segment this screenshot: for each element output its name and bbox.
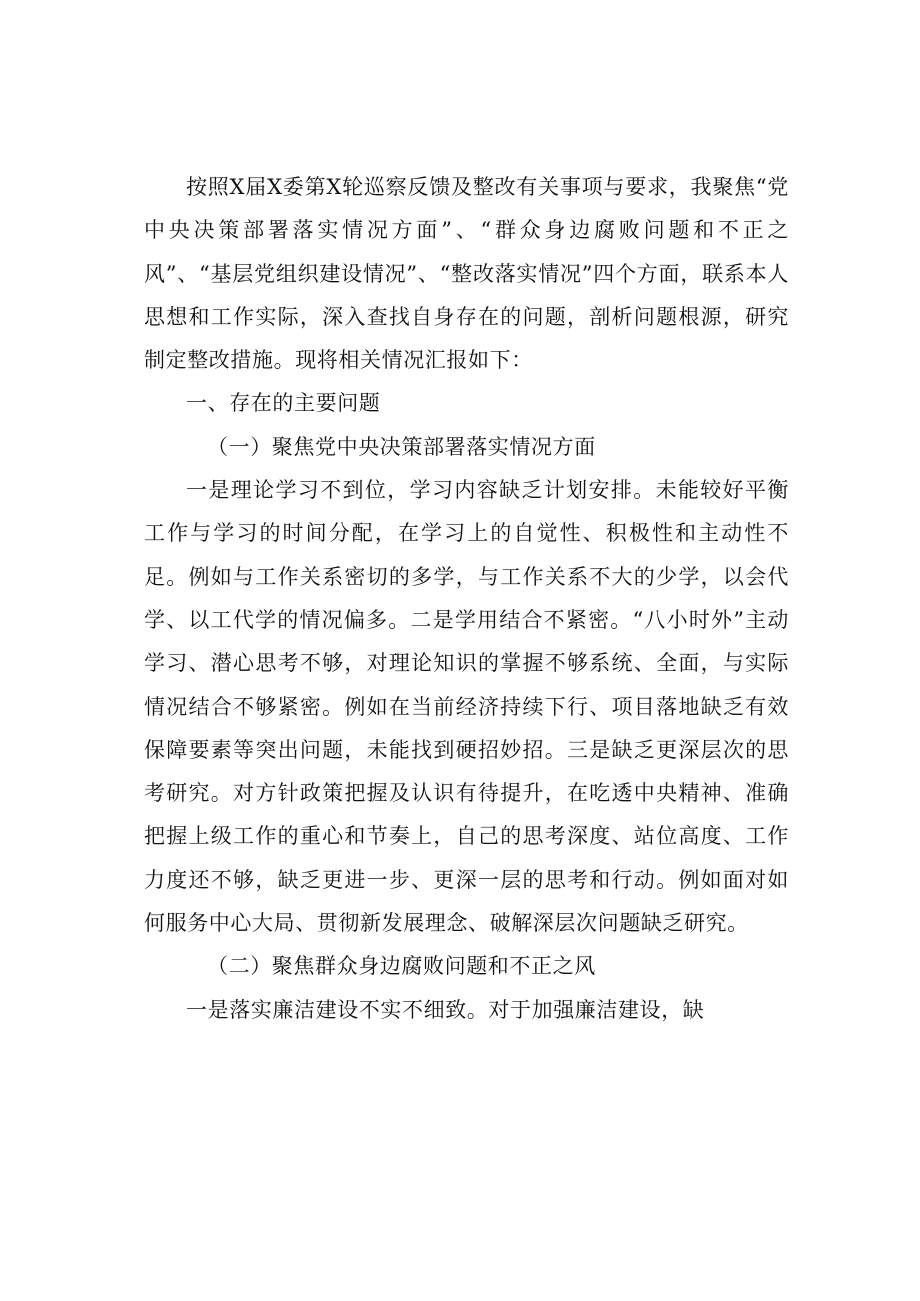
section-heading-problems: 一、存在的主要问题 bbox=[186, 391, 381, 416]
subsection-2-paragraph: 一是落实廉洁建设不实不细致。对于加强廉洁建设，缺 bbox=[186, 997, 705, 1022]
subsection-1-paragraph: 一是理论学习不到位，学习内容缺乏计划安排。未能较好平衡工作与学习的时间分配，在学习上的自觉性、积极性和主动性不足。例如与工作关系密切的多学，与工作关系不大的少学，以会代学、以工代学的情况偏多。二是学用结合不紧密。“八小时外”主动学习、潜心思考不够，对理论知识的掌握不够系统、全面，与实际情况结合不够紧密。例如在当前经济持续下行、项目落地缺乏有效保障要素等突出问题，未能找到硬招妙招。三是缺乏更深层次的思考研究。对方针政策把握及认识有待提升，在吃透中央精神、准确把握上级工作的重心和节奏上，自己的思考深度、站位高度、工作力度还不够，缺乏更进一步、更深一层的思考和行动。例如面对如何服务中心大局、贯彻新发展理念、破解深层次问题缺乏研究。 bbox=[144, 478, 789, 936]
subsection-heading-1: （一）聚焦党中央决策部署落实情况方面 bbox=[207, 434, 596, 459]
subsection-heading-2: （二）聚焦群众身边腐败问题和不正之风 bbox=[207, 954, 596, 979]
intro-paragraph: 按照X届X委第X轮巡察反馈及整改有关事项与要求，我聚焦“党中央决策部署落实情况方面”、“群众身边腐败问题和不正之风”、“基层党组织建设情况”、“整改落实情况”四个方面，联系本人思想和工作实际，深入查找自身存在的问题，剖析问题根源，研究制定整改措施。现将相关情况汇报如下： bbox=[144, 175, 789, 373]
document-body bbox=[144, 166, 789, 1032]
